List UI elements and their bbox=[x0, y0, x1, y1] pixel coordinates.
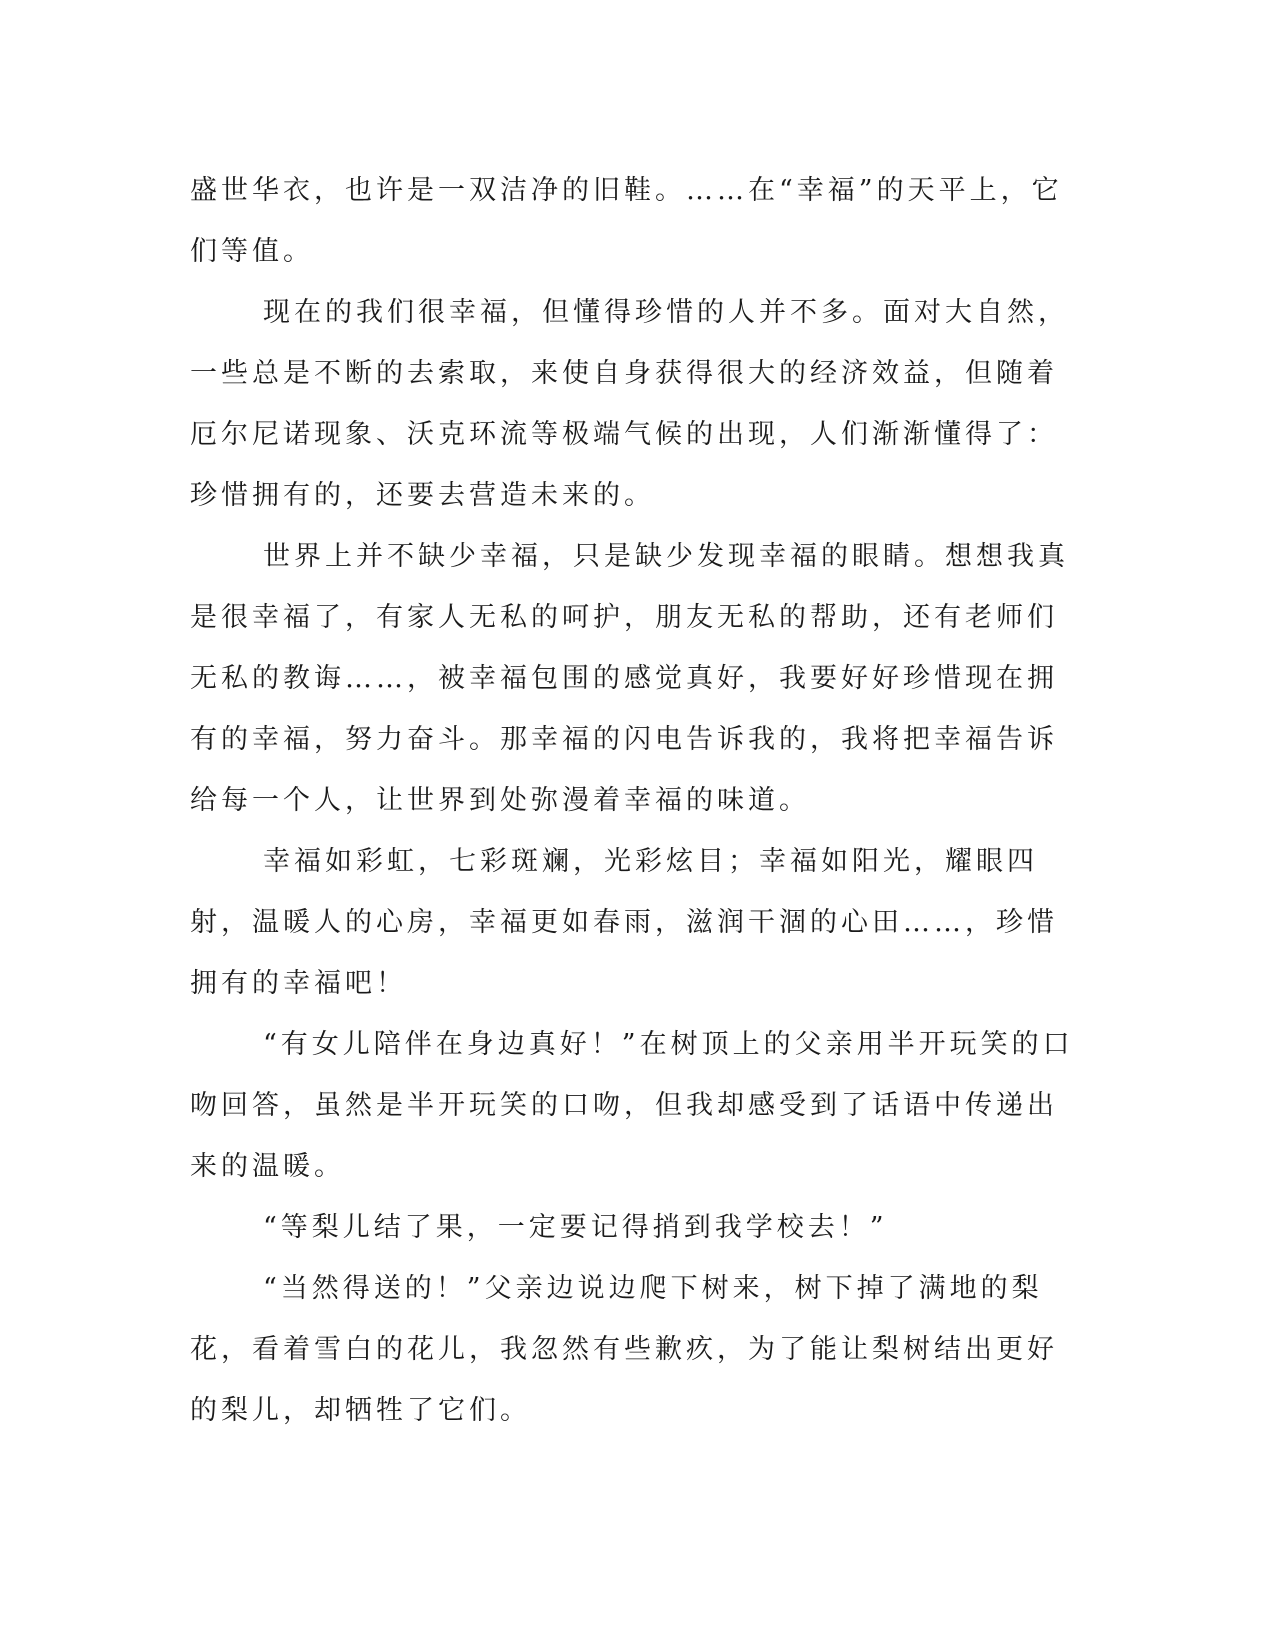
paragraph-4: 幸福如彩虹，七彩斑斓，光彩炫目；幸福如阳光，耀眼四射，温暖人的心房，幸福更如春雨，滋润干涸的心田……，珍惜拥有的幸福吧！ bbox=[190, 846, 1058, 999]
paragraph-5: “有女儿陪伴在身边真好！”在树顶上的父亲用半开玩笑的口吻回答，虽然是半开玩笑的口吻，但我却感受到了话语中传递出来的温暖。 bbox=[190, 1029, 1074, 1182]
paragraph-7: “当然得送的！”父亲边说边爬下树来，树下掉了满地的梨花，看着雪白的花儿，我忽然有些歉疚，为了能让梨树结出更好的梨儿，却牺牲了它们。 bbox=[190, 1273, 1058, 1426]
paragraph-2: 现在的我们很幸福，但懂得珍惜的人并不多。面对大自然，一些总是不断的去索取，来使自身获得很大的经济效益，但随着厄尔尼诺现象、沃克环流等极端气候的出现，人们渐渐懂得了：珍惜拥有的，还要去营造未来的。 bbox=[190, 297, 1069, 511]
paragraph-6: “等梨儿结了果，一定要记得捎到我学校去！” bbox=[263, 1212, 888, 1243]
document-body bbox=[190, 160, 1075, 1441]
paragraph-3: 世界上并不缺少幸福，只是缺少发现幸福的眼睛。想想我真是很幸福了，有家人无私的呵护，朋友无私的帮助，还有老师们无私的教诲……，被幸福包围的感觉真好，我要好好珍惜现在拥有的幸福，努力奋斗。那幸福的闪电告诉我的，我将把幸福告诉给每一个人，让世界到处弥漫着幸福的味道。 bbox=[190, 541, 1069, 816]
paragraph-1: 盛世华衣，也许是一双洁净的旧鞋。……在“幸福”的天平上，它们等值。 bbox=[190, 175, 1063, 267]
